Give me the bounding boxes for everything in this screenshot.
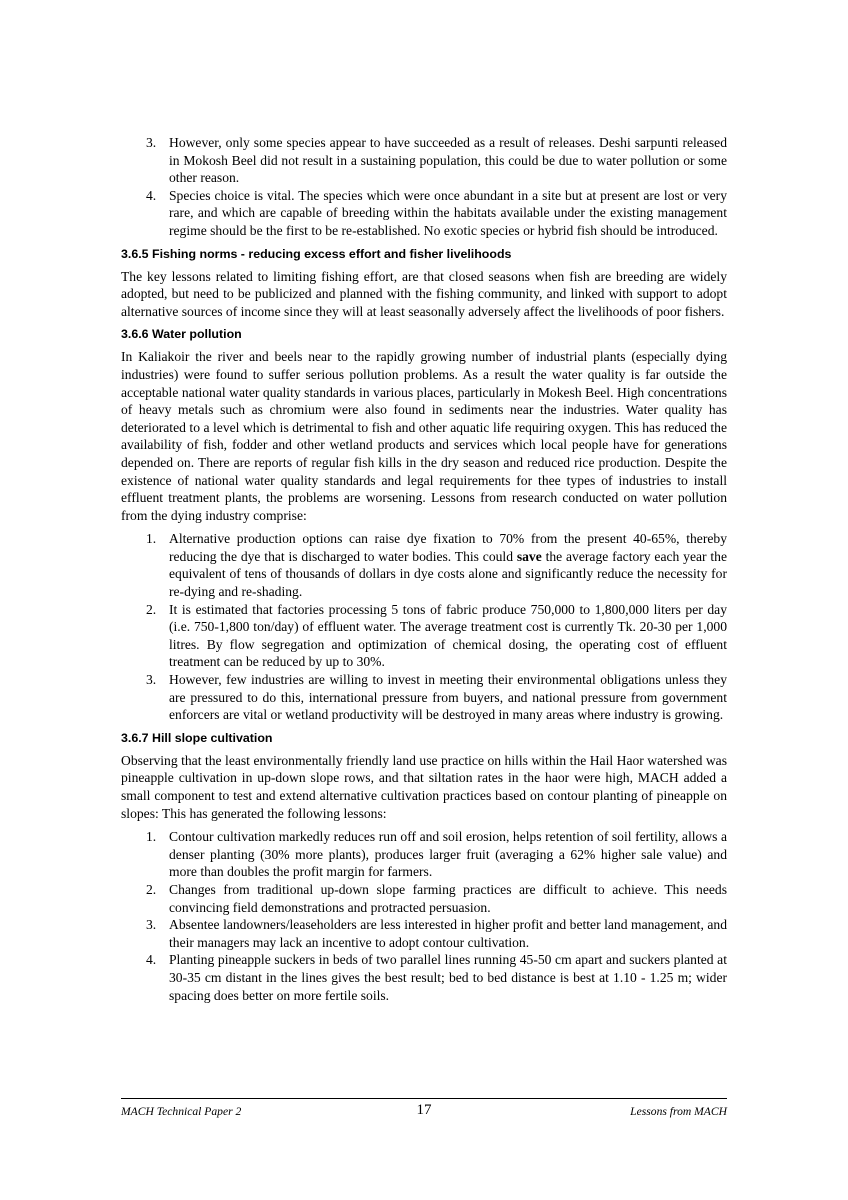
footer-publication-title: MACH Technical Paper 2 [121,1105,242,1118]
list-text: Species choice is vital. The species which were once abundant in a site but at present are lost or very rare, and which are capable of breeding within the habitats available under the existing management regime should be the first to be re-established. No exotic species or hybrid fish should be introduced. [169,187,727,238]
list-number: 3. [146,135,157,150]
list-item [121,916,727,951]
page-number: 17 [416,1102,432,1118]
water-pollution-list [121,530,727,724]
species-release-list [121,134,727,240]
list-text: However, few industries are willing to invest in meeting their environmental obligations unless they are pressured to do this, international pressure from buyers, and national pressure from government enforcers are vital or wetland productivity will be destroyed in many areas where industry is growing. [169,672,727,723]
list-number: 4. [146,187,157,203]
list-number: 3. [146,917,157,933]
list-number: 2. [146,601,157,617]
list-item [121,601,727,671]
emphasis-text: save [516,548,542,564]
list-number: 4. [146,952,157,968]
list-text: However, only some species appear to have succeeded as a result of releases. Deshi sarpunti released in Mokosh Beel did not result in a sustaining population, this could be due to water pollution or some other reason. [169,135,727,186]
list-text-part: Alternative production options can raise dye fixation to 70% from the present 40-65%, thereby reducing the dye that is discharged to water bodies. This could [169,531,727,564]
section-heading-hill-slope: 3.6.7 Hill slope cultivation [121,730,273,745]
hill-slope-paragraph: Observing that the least environmentally friendly land use practice on hills within the Hail Haor watershed was pineapple cultivation in up-down slope rows, and that siltation rates in the haor were high, MACH added a small component to test and extend alternative cultivation practices based on contour planting of pineapple on slopes: This has generated the following lessons: [121,752,727,821]
list-item [121,828,727,881]
footer-section-title: Lessons from MACH [630,1105,727,1118]
list-item [121,530,727,600]
list-text-part: the average factory each year the equivalent of tens of thousands of dollars in dye costs alone and significantly reduce the necessity for re-dying and re-shading. [169,548,727,600]
list-item [121,134,727,187]
footer-divider [121,1098,727,1099]
list-text: It is estimated that factories processing 5 tons of fabric produce 750,000 to 1,800,000 liters per day (i.e. 750-1,800 ton/day) of effluent water. The average treatment cost is currently Tk. 20-30 per 1,000 litres. By flow segregation and optimization of chemical dosing, the operating cost of effluent treatment can be reduced by up to 30%. [169,601,727,670]
section-heading-fishing-norms: 3.6.5 Fishing norms - reducing excess effort and fisher livelihoods [121,246,512,261]
list-text: Contour cultivation markedly reduces run off and soil erosion, helps retention of soil fertility, allows a denser planting (30% more plants), produces larger fruit (averaging a 62% higher sale value) and more than doubles the profit margin for farmers. [169,829,727,880]
page-footer [121,1102,727,1122]
list-item [121,671,727,724]
list-text: Planting pineapple suckers in beds of two parallel lines running 45-50 cm apart and suckers planted at 30-35 cm distant in the lines gives the best result; bed to bed distance is best at 1.10 - 1.25 m; wider spacing does better on more fertile soils. [169,952,727,1003]
list-text: Changes from traditional up-down slope farming practices are difficult to achieve. This needs convincing field demonstrations and protracted persuasion. [169,881,727,915]
list-number: 3. [146,672,157,688]
list-item [121,881,727,916]
list-item [121,951,727,1004]
water-pollution-paragraph: In Kaliakoir the river and beels near to the rapidly growing number of industrial plants (especially dying industries) were found to suffer serious pollution problems. As a result the water quality is far outside the acceptable national water quality standards in various places, particularly in Mokesh Beel. High concentrations of heavy metals such as chromium were also found in sediments near the industries. Water quality has deteriorated to a level which is detrimental to fish and other aquatic life requiring oxygen. This has reduced the availability of fish, fodder and other wetland products and services which local people have for generations depended on. There are reports of regular fish kills in the dry season and reduced rice production. Despite the existence of national water quality standards and legal requirements for thee types of industries to install effluent treatment plants, the problems are worsening. Lessons from research conducted on water pollution from the dying industry comprise: [121,349,727,523]
hill-slope-list [121,828,727,1004]
list-number: 1. [146,829,157,845]
list-number: 1. [146,531,157,547]
list-text: Absentee landowners/leaseholders are less interested in higher profit and better land management, and their managers may lack an incentive to adopt contour cultivation. [169,917,727,950]
list-number: 2. [146,881,157,897]
fishing-norms-paragraph: The key lessons related to limiting fishing effort, are that closed seasons when fish are breeding are widely adopted, but need to be publicized and planned with the fishing community, and linked with support to adopt alternative sources of income since they will at least seasonally adversely affect the livelihoods of poor fishers. [121,268,727,319]
page-content [121,134,727,1010]
section-heading-water-pollution: 3.6.6 Water pollution [121,327,242,342]
list-item [121,187,727,240]
